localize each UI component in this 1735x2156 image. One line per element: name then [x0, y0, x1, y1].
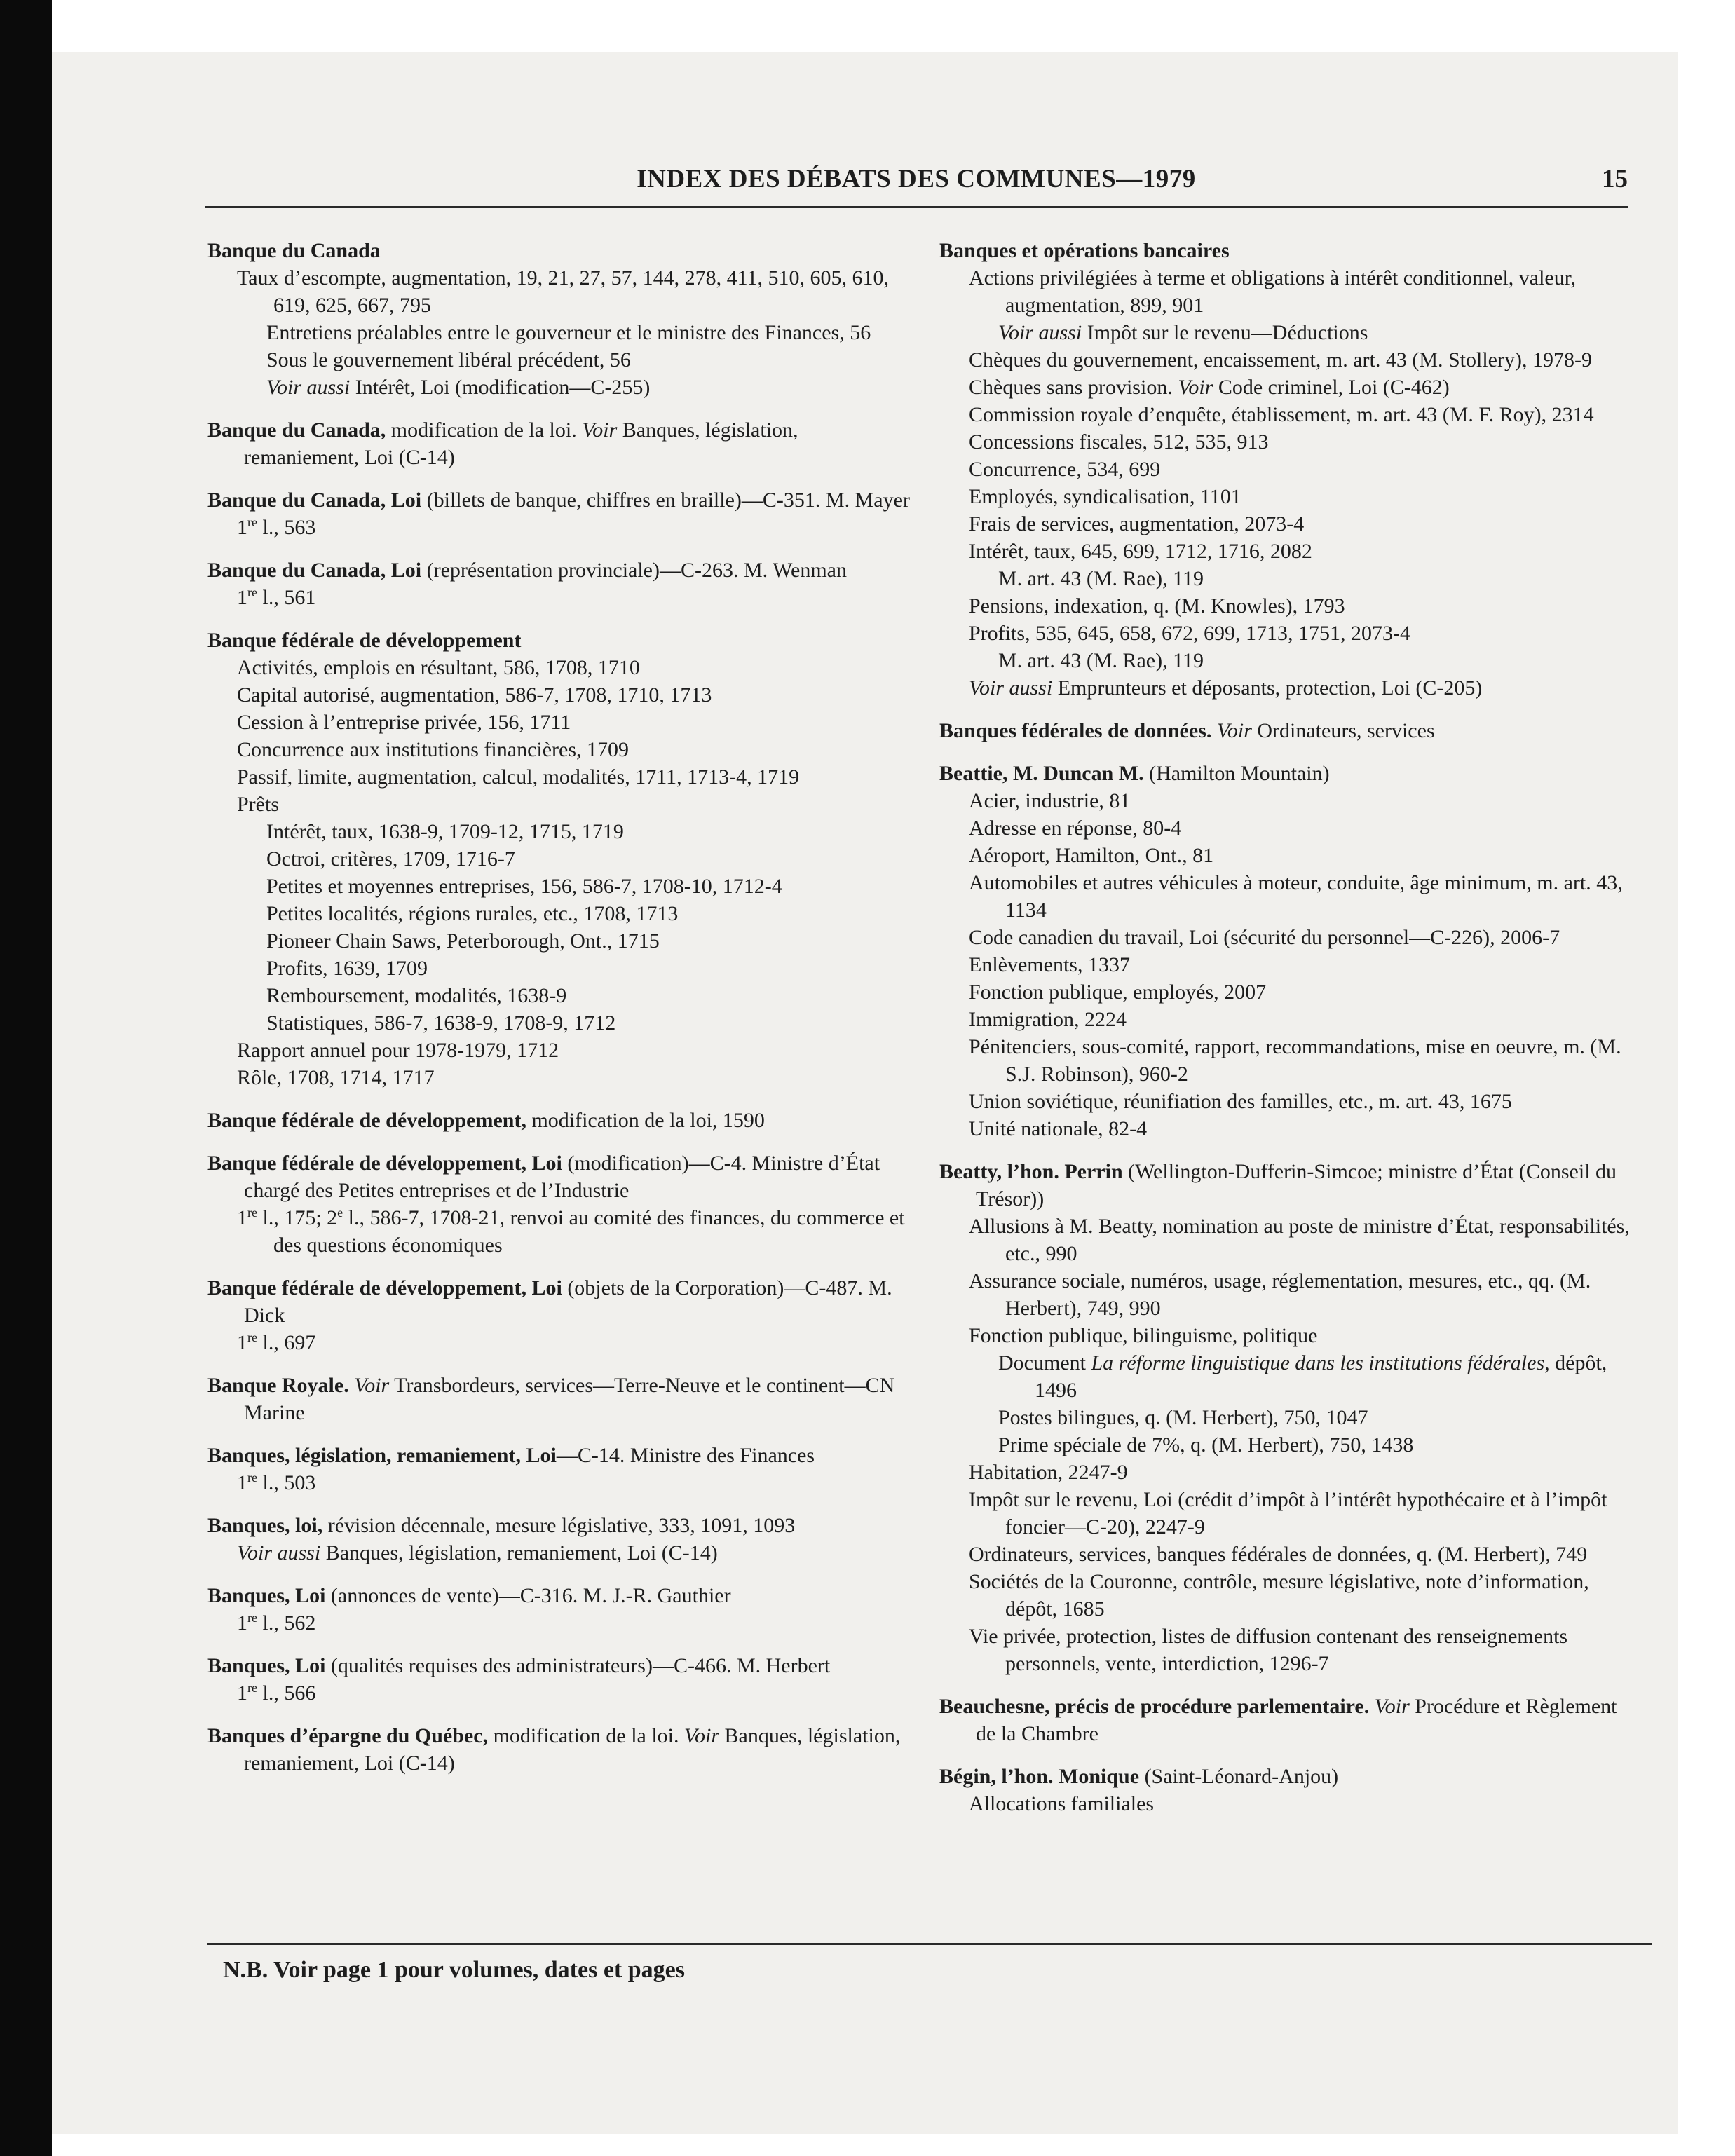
reading-ref — [207, 1609, 916, 1637]
index-entry — [207, 1722, 916, 1777]
entry-line — [939, 1693, 1640, 1747]
entry-line — [939, 717, 1640, 744]
reading-pages: l., 561 — [257, 586, 316, 609]
entry-heading: Banque du Canada, Loi — [207, 559, 422, 582]
subentry: Habitation, 2247-9 — [969, 1461, 1128, 1484]
entry-text: (modification)—C-4. Ministre d’État chargé des Petites entreprises et de l’Industrie — [244, 1152, 880, 1202]
entry-line — [207, 1107, 916, 1134]
subentry: Petites et moyennes entreprises, 156, 586-7, 1708-10, 1712-4 — [266, 875, 782, 898]
subentry: Fonction publique, bilinguisme, politique — [969, 1324, 1318, 1347]
voir: Voir — [354, 1374, 390, 1397]
subentry: Chèques du gouvernement, encaissement, m. art. 43 (M. Stollery), 1978-9 — [969, 348, 1592, 371]
subentry: Immigration, 2224 — [969, 1008, 1127, 1031]
entry-heading: Banque fédérale de développement, Loi — [207, 1152, 562, 1175]
subentry: Intérêt, taux, 1638-9, 1709-12, 1715, 1719 — [266, 820, 624, 843]
cross-reference-text: Banques, législation, remaniement, Loi (C-14) — [320, 1541, 718, 1564]
subentry: Pensions, indexation, q. (M. Knowles), 1793 — [969, 594, 1345, 618]
subentry: Statistiques, 586-7, 1638-9, 1708-9, 1712 — [266, 1011, 616, 1035]
entry-line — [939, 760, 1640, 787]
index-entry — [939, 1693, 1640, 1747]
subentry: Remboursement, modalités, 1638-9 — [266, 984, 567, 1007]
subentry-text: dépôt, 1496 — [1035, 1351, 1607, 1402]
page-header — [205, 161, 1628, 208]
index-entry — [207, 237, 916, 401]
entry-text: (représentation provinciale)—C-263. M. Wenman — [421, 559, 847, 582]
ordinal-suffix: re — [247, 515, 257, 529]
entry-heading: Banques, Loi — [207, 1584, 326, 1607]
subentry: Entretiens préalables entre le gouverneur et le ministre des Finances, 56 — [266, 321, 871, 344]
footer-divider — [207, 1943, 1652, 1945]
reading-pages: l., 563 — [257, 516, 316, 539]
reading-pages: l., 586-7, 1708-21, renvoi au comité des finances, du commerce et des questions économiques — [273, 1206, 905, 1257]
subentry — [939, 1349, 1640, 1404]
subentry: Concurrence, 534, 699 — [969, 458, 1161, 481]
subentry: Concurrence aux institutions financières, 1709 — [237, 738, 630, 761]
voir: Voir — [582, 418, 618, 442]
entry-text: —C-14. Ministre des Finances — [556, 1444, 815, 1467]
ordinal-suffix: re — [247, 1206, 257, 1220]
index-entry — [939, 717, 1640, 744]
index-column-right — [939, 237, 1640, 1833]
index-entry — [207, 627, 916, 1091]
entry-heading: Beatty, l’hon. Perrin — [939, 1160, 1123, 1183]
voir-aussi: Voir aussi — [998, 321, 1082, 344]
subentry: Unité nationale, 82-4 — [969, 1117, 1148, 1140]
index-entry — [939, 1763, 1640, 1817]
entry-text: Procédure et Règlement de la Chambre — [976, 1695, 1617, 1745]
subentry: Passif, limite, augmentation, calcul, modalités, 1711, 1713-4, 1719 — [237, 765, 800, 789]
cross-reference — [207, 374, 916, 401]
ordinal-suffix: re — [247, 585, 257, 599]
subentry: Profits, 1639, 1709 — [266, 957, 428, 980]
subentry — [939, 374, 1640, 401]
reading-ref — [207, 1679, 916, 1707]
index-entry — [207, 1274, 916, 1356]
entry-heading: Banque du Canada — [207, 239, 381, 262]
subentry: Petites localités, régions rurales, etc., 1708, 1713 — [266, 902, 679, 925]
index-entry — [207, 1582, 916, 1637]
subentry-text: Code criminel, Loi (C-462) — [1213, 376, 1450, 399]
index-entry — [207, 557, 916, 611]
entry-text: (billets de banque, chiffres en braille)—C-351. M. Mayer — [421, 489, 910, 512]
entry-text: Banques, législation, remaniement, Loi (C-14) — [244, 1724, 901, 1775]
ordinal-suffix: re — [247, 1330, 257, 1344]
ordinal-suffix: re — [247, 1611, 257, 1625]
subentry-text: Chèques sans provision. — [969, 376, 1178, 399]
voir-aussi: Voir aussi — [969, 676, 1053, 700]
index-entry — [207, 1442, 916, 1496]
entry-line — [207, 486, 916, 514]
voir-aussi: Voir aussi — [237, 1541, 321, 1564]
subentry: Cession à l’entreprise privée, 156, 1711 — [237, 711, 571, 734]
index-entry — [207, 1652, 916, 1707]
reading-number: 1 — [237, 1611, 247, 1635]
voir-aussi: Voir aussi — [266, 376, 351, 399]
reading-pages: l., 562 — [257, 1611, 316, 1635]
subentry: Sous le gouvernement libéral précédent, 56 — [266, 348, 631, 371]
cross-reference-text: Emprunteurs et déposants, protection, Loi (C-205) — [1052, 676, 1483, 700]
entry-heading: Banque fédérale de développement — [207, 629, 522, 652]
cross-reference-text: Impôt sur le revenu—Déductions — [1082, 321, 1368, 344]
entry-line — [207, 1582, 916, 1609]
entry-text: (Hamilton Mountain) — [1143, 762, 1330, 785]
entry-heading: Banques, loi, — [207, 1514, 323, 1537]
reading-ref — [207, 514, 916, 541]
subentry: Allocations familiales — [969, 1792, 1155, 1815]
reading-number: 1 — [237, 1471, 247, 1494]
subentry: Enlèvements, 1337 — [969, 953, 1130, 976]
subentry: Activités, emplois en résultant, 586, 1708, 1710 — [237, 656, 640, 679]
subentry: Actions privilégiées à terme et obligations à intérêt conditionnel, valeur, augmentation, 899, 901 — [969, 266, 1577, 317]
reading-ref — [207, 584, 916, 611]
subentry: Frais de services, augmentation, 2073-4 — [969, 512, 1305, 535]
index-entry — [939, 760, 1640, 1142]
page-number: 15 — [1602, 165, 1628, 193]
reading-ref — [207, 1204, 916, 1259]
entry-heading: Banque fédérale de développement, Loi — [207, 1276, 562, 1299]
reading-pages: l., 175; 2 — [257, 1206, 338, 1229]
document-title: La réforme linguistique dans les institutions fédérales, — [1091, 1351, 1550, 1374]
index-entry — [207, 486, 916, 541]
cross-reference — [939, 319, 1640, 346]
index-entry — [939, 1158, 1640, 1677]
subentry: Rapport annuel pour 1978-1979, 1712 — [237, 1039, 559, 1062]
entry-heading: Banques d’épargne du Québec, — [207, 1724, 489, 1747]
entry-text: modification de la loi. — [488, 1724, 685, 1747]
ordinal-suffix: re — [247, 1471, 257, 1485]
entry-line — [207, 416, 916, 471]
subentry: Assurance sociale, numéros, usage, réglementation, mesures, etc., qq. (M. Herbert), 749, 990 — [969, 1269, 1591, 1320]
entry-line — [939, 1158, 1640, 1213]
page-title: INDEX DES DÉBATS DES COMMUNES—1979 — [637, 165, 1196, 193]
subentry: Pénitenciers, sous-comité, rapport, recommandations, mise en oeuvre, m. (M. S.J. Robinson), 960-2 — [969, 1035, 1621, 1086]
subentry: Octroi, critères, 1709, 1716-7 — [266, 847, 515, 871]
entry-heading: Banques, Loi — [207, 1654, 326, 1677]
entry-heading: Banque du Canada, Loi — [207, 489, 422, 512]
index-entry — [207, 1107, 916, 1134]
subentry: Employés, syndicalisation, 1101 — [969, 485, 1241, 508]
entry-line — [939, 1763, 1640, 1790]
index-entry — [207, 1149, 916, 1259]
entry-line — [207, 1372, 916, 1426]
subentry: Vie privée, protection, listes de diffusion contenant des renseignements personnels, vente, interdiction, 1296-7 — [969, 1625, 1568, 1675]
reading-number: 1 — [237, 516, 247, 539]
ordinal-suffix: e — [337, 1206, 343, 1220]
cross-reference-text: Intérêt, Loi (modification—C-255) — [350, 376, 651, 399]
index-entry — [207, 416, 916, 471]
entry-heading: Banque du Canada, — [207, 418, 386, 442]
voir: Voir — [1216, 719, 1252, 742]
subentry: Adresse en réponse, 80-4 — [969, 817, 1182, 840]
entry-line — [207, 1512, 916, 1539]
subentry: Prime spéciale de 7%, q. (M. Herbert), 750, 1438 — [998, 1433, 1414, 1456]
entry-line — [207, 1722, 916, 1777]
reading-number: 1 — [237, 1206, 247, 1229]
subentry: Impôt sur le revenu, Loi (crédit d’impôt à l’intérêt hypothécaire et à l’impôt foncier—C-20), 2247-9 — [969, 1488, 1607, 1538]
entry-text: Transbordeurs, services—Terre-Neuve et le continent—CN Marine — [244, 1374, 895, 1424]
subentry: Acier, industrie, 81 — [969, 789, 1131, 812]
entry-text: (Saint-Léonard-Anjou) — [1139, 1765, 1339, 1788]
entry-text: modification de la loi. — [386, 418, 583, 442]
entry-text: modification de la loi, 1590 — [526, 1109, 765, 1132]
entry-heading: Banques et opérations bancaires — [939, 239, 1230, 262]
reading-pages: l., 503 — [257, 1471, 316, 1494]
subentry: Rôle, 1708, 1714, 1717 — [237, 1066, 435, 1089]
entry-heading: Banques fédérales de données. — [939, 719, 1212, 742]
cross-reference — [207, 1539, 916, 1567]
subentry: Sociétés de la Couronne, contrôle, mesure législative, note d’information, dépôt, 1685 — [969, 1570, 1589, 1621]
entry-line — [207, 1149, 916, 1204]
index-column-left — [207, 237, 916, 1792]
subentry: Capital autorisé, augmentation, 586-7, 1708, 1710, 1713 — [237, 683, 712, 707]
subentry: Union soviétique, réunifiation des familles, etc., m. art. 43, 1675 — [969, 1090, 1512, 1113]
reading-pages: l., 697 — [257, 1331, 316, 1354]
subentry: Fonction publique, employés, 2007 — [969, 981, 1267, 1004]
footer-note: N.B. Voir page 1 pour volumes, dates et pages — [223, 1957, 685, 1983]
subentry: Pioneer Chain Saws, Peterborough, Ont., 1715 — [266, 929, 660, 953]
entry-text: révision décennale, mesure législative, 333, 1091, 1093 — [322, 1514, 796, 1537]
subentry: M. art. 43 (M. Rae), 119 — [998, 649, 1204, 672]
subentry: Taux d’escompte, augmentation, 19, 21, 27, 57, 144, 278, 411, 510, 605, 610, 619, 625, 667, 795 — [237, 266, 889, 317]
subentry: Aéroport, Hamilton, Ont., 81 — [969, 844, 1214, 867]
subentry: Postes bilingues, q. (M. Herbert), 750, 1047 — [998, 1406, 1368, 1429]
subentry: Automobiles et autres véhicules à moteur, conduite, âge minimum, m. art. 43, 1134 — [969, 871, 1623, 922]
reading-ref — [207, 1469, 916, 1496]
subentry: Allusions à M. Beatty, nomination au poste de ministre d’État, responsabilités, etc., 990 — [969, 1215, 1630, 1265]
subentry: Intérêt, taux, 645, 699, 1712, 1716, 2082 — [969, 540, 1312, 563]
reading-number: 1 — [237, 1331, 247, 1354]
voir: Voir — [1178, 376, 1213, 399]
reading-number: 1 — [237, 1681, 247, 1705]
index-entry — [207, 1372, 916, 1426]
subentry: M. art. 43 (M. Rae), 119 — [998, 567, 1204, 590]
index-entry — [207, 1512, 916, 1567]
scan-border — [0, 0, 52, 2156]
entry-line — [207, 1652, 916, 1679]
entry-heading: Banques, législation, remaniement, Loi — [207, 1444, 557, 1467]
subentry: Profits, 535, 645, 658, 672, 699, 1713, 1751, 2073-4 — [969, 622, 1410, 645]
entry-text: (Wellington-Dufferin-Simcoe; ministre d’État (Conseil du Trésor)) — [976, 1160, 1617, 1210]
subentry: Ordinateurs, services, banques fédérales de données, q. (M. Herbert), 749 — [969, 1543, 1588, 1566]
voir: Voir — [684, 1724, 720, 1747]
reading-ref — [207, 1329, 916, 1356]
entry-heading: Beauchesne, précis de procédure parlementaire. — [939, 1695, 1370, 1718]
entry-heading: Banque fédérale de développement, — [207, 1109, 526, 1132]
entry-heading: Banque Royale. — [207, 1374, 349, 1397]
entry-text: Banques, législation, remaniement, Loi (C-14) — [244, 418, 798, 469]
entry-line — [207, 1274, 916, 1329]
index-entry — [939, 237, 1640, 702]
entry-line — [207, 1442, 916, 1469]
subentry-text: Document — [998, 1351, 1091, 1374]
subentry: Prêts — [237, 793, 279, 816]
entry-heading: Bégin, l’hon. Monique — [939, 1765, 1140, 1788]
entry-text: (objets de la Corporation)—C-487. M. Dick — [244, 1276, 892, 1327]
subentry: Code canadien du travail, Loi (sécurité du personnel—C-226), 2006-7 — [969, 926, 1560, 949]
subentry: Concessions fiscales, 512, 535, 913 — [969, 430, 1269, 453]
voir: Voir — [1374, 1695, 1410, 1718]
subentry: Commission royale d’enquête, établissement, m. art. 43 (M. F. Roy), 2314 — [969, 403, 1594, 426]
entry-text: Ordinateurs, services — [1251, 719, 1435, 742]
entry-line — [207, 557, 916, 584]
cross-reference — [939, 674, 1640, 702]
reading-pages: l., 566 — [257, 1681, 316, 1705]
ordinal-suffix: re — [247, 1681, 257, 1695]
reading-number: 1 — [237, 586, 247, 609]
entry-text: (qualités requises des administrateurs)—C-466. M. Herbert — [325, 1654, 831, 1677]
entry-heading: Beattie, M. Duncan M. — [939, 762, 1144, 785]
entry-text: (annonces de vente)—C-316. M. J.-R. Gauthier — [325, 1584, 731, 1607]
